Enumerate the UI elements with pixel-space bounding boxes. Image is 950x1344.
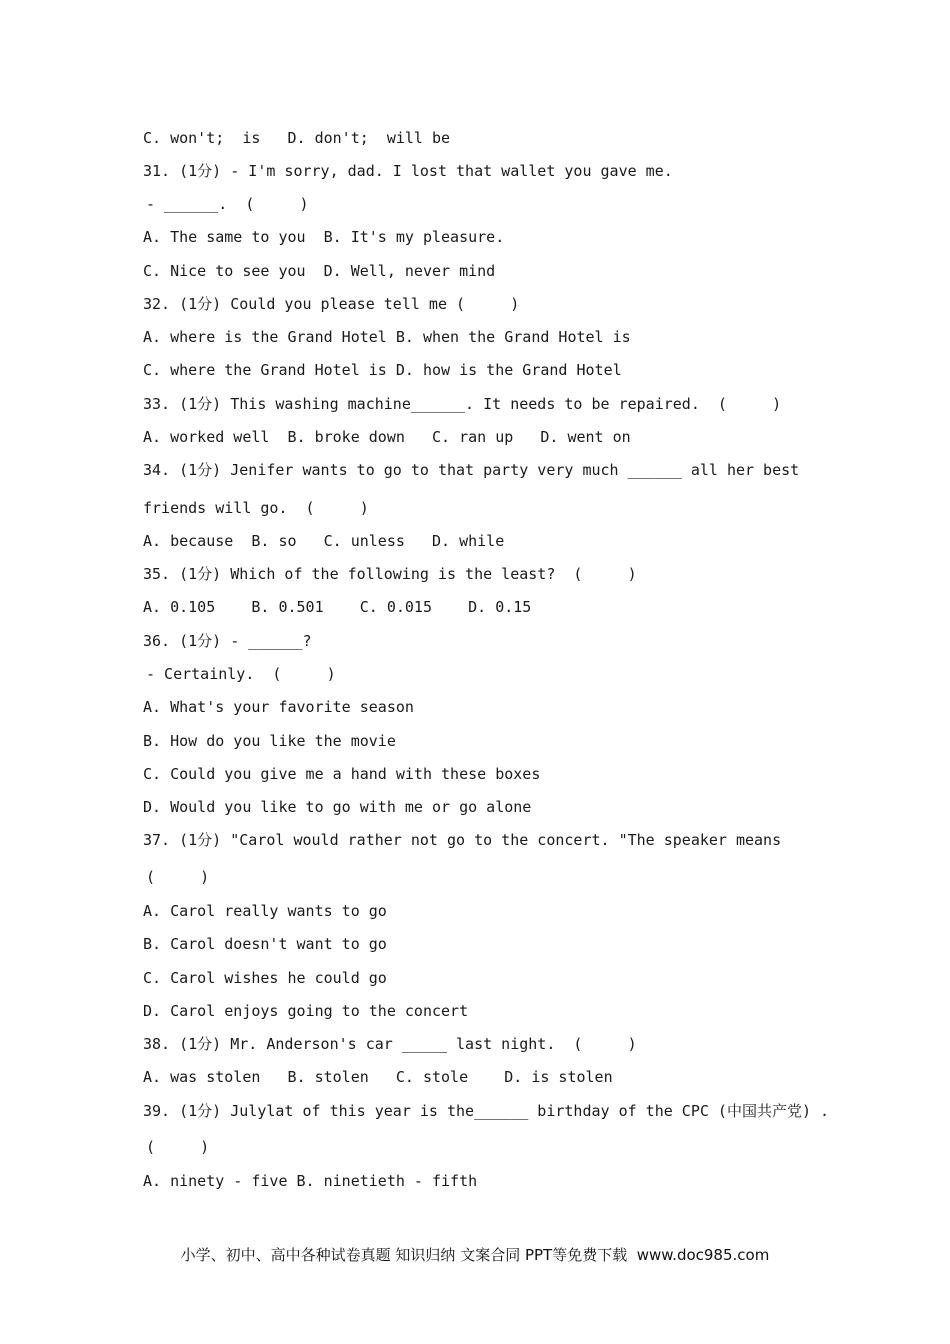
question-34 (143, 460, 807, 480)
text-line: ( ) (146, 1138, 210, 1156)
option-line: D. Would you like to go with me or go alone (143, 798, 532, 816)
text-line: - ______. ( ) (146, 195, 309, 213)
option-line: C. Carol wishes he could go (143, 969, 387, 987)
option-line: B. Carol doesn't want to go (143, 935, 387, 953)
option-line: A. What's your favorite season (143, 698, 414, 716)
option-line: B. How do you like the movie (143, 732, 396, 750)
option-line: A. Carol really wants to go (143, 902, 387, 920)
text-line: ( ) (146, 868, 210, 886)
option-line: C. where the Grand Hotel is D. how is the Grand Hotel (143, 361, 622, 379)
text-line: friends will go. ( ) (143, 499, 369, 517)
option-line: A. 0.105 B. 0.501 C. 0.015 D. 0.15 (143, 598, 532, 616)
text-line: - Certainly. ( ) (146, 665, 336, 683)
question-31: 31. (1分) - I'm sorry, dad. I lost that wallet you gave me. (143, 162, 673, 180)
footer-text: 小学、初中、高中各种试卷真题 知识归纳 文案合同 PPT等免费下载 www.doc985.com (180, 1246, 770, 1264)
option-line: C. Nice to see you D. Well, never mind (143, 262, 496, 280)
option-line: A. worked well B. broke down C. ran up D. went on (143, 428, 631, 446)
option-line: A. ninety - five B. ninetieth - fifth (143, 1172, 478, 1190)
option-line: A. The same to you B. It's my pleasure. (143, 228, 505, 246)
option-line: C. Could you give me a hand with these boxes (143, 765, 541, 783)
option-line: A. was stolen B. stolen C. stole D. is stolen (143, 1068, 613, 1086)
option-line: A. because B. so C. unless D. while (143, 532, 505, 550)
text-line: C. won't; is D. don't; will be (143, 129, 451, 147)
question-35: 35. (1分) Which of the following is the least? ( ) (143, 565, 637, 583)
option-line: D. Carol enjoys going to the concert (143, 1002, 469, 1020)
option-line: A. where is the Grand Hotel B. when the Grand Hotel is (143, 328, 631, 346)
question-36: 36. (1分) - ______? (143, 632, 312, 650)
question-33: 33. (1分) This washing machine______. It needs to be repaired. ( ) (143, 395, 782, 413)
question-39: 39. (1分) Julylat of this year is the______ birthday of the CPC (中国共产党) . (143, 1102, 830, 1120)
question-32: 32. (1分) Could you please tell me ( ) (143, 295, 520, 313)
question-37: 37. (1分) "Carol would rather not go to the concert. "The speaker means (143, 831, 782, 849)
question-38: 38. (1分) Mr. Anderson's car _____ last night. ( ) (143, 1035, 637, 1053)
question-34-text: 34. (1分) Jenifer wants to go to that party very much ______ all her best (143, 461, 800, 479)
